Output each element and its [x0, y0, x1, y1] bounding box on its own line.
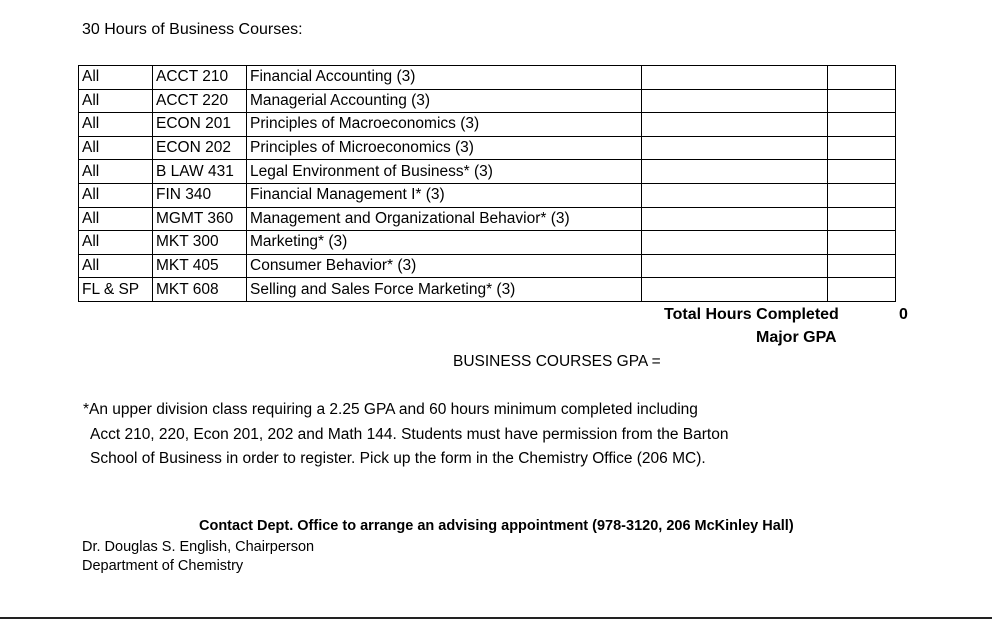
course-term-cell: All — [79, 207, 153, 231]
total-hours-value: 0 — [899, 306, 908, 323]
chairperson-name: Dr. Douglas S. English, Chairperson — [82, 539, 315, 555]
course-hours-cell[interactable] — [828, 136, 896, 160]
course-code-cell: FIN 340 — [153, 183, 247, 207]
course-grade-cell[interactable] — [642, 113, 828, 137]
footnote-line-3: School of Business in order to register. Pick up the form in the Chemistry Office (206 MC). — [90, 450, 706, 467]
course-row — [79, 136, 896, 160]
course-hours-cell[interactable] — [828, 66, 896, 90]
course-row — [79, 278, 896, 302]
major-gpa-label: Major GPA — [756, 329, 837, 346]
course-grade-cell[interactable] — [642, 183, 828, 207]
course-term-cell: All — [79, 160, 153, 184]
course-code-cell: MKT 608 — [153, 278, 247, 302]
course-code-cell: MGMT 360 — [153, 207, 247, 231]
footnote-line-1: *An upper division class requiring a 2.25 GPA and 60 hours minimum completed including — [83, 401, 698, 418]
course-code-cell: ECON 201 — [153, 113, 247, 137]
course-title-cell: Consumer Behavior* (3) — [247, 254, 642, 278]
business-courses-table — [78, 65, 896, 302]
course-grade-cell[interactable] — [642, 136, 828, 160]
course-title-cell: Selling and Sales Force Marketing* (3) — [247, 278, 642, 302]
course-hours-cell[interactable] — [828, 113, 896, 137]
course-row — [79, 231, 896, 255]
department-name: Department of Chemistry — [82, 558, 244, 574]
course-row — [79, 254, 896, 278]
course-term-cell: All — [79, 136, 153, 160]
course-grade-cell[interactable] — [642, 89, 828, 113]
course-row — [79, 183, 896, 207]
course-term-cell: All — [79, 254, 153, 278]
course-term-cell: All — [79, 89, 153, 113]
course-hours-cell[interactable] — [828, 160, 896, 184]
course-grade-cell[interactable] — [642, 66, 828, 90]
course-title-cell: Principles of Microeconomics (3) — [247, 136, 642, 160]
course-code-cell: ECON 202 — [153, 136, 247, 160]
course-title-cell: Management and Organizational Behavior* (3) — [247, 207, 642, 231]
course-title-cell: Principles of Macroeconomics (3) — [247, 113, 642, 137]
course-title-cell: Financial Accounting (3) — [247, 66, 642, 90]
course-code-cell: B LAW 431 — [153, 160, 247, 184]
total-hours-label: Total Hours Completed — [664, 306, 839, 323]
course-code-cell: ACCT 220 — [153, 89, 247, 113]
course-grade-cell[interactable] — [642, 254, 828, 278]
course-term-cell: All — [79, 231, 153, 255]
course-grade-cell[interactable] — [642, 278, 828, 302]
course-title-cell: Financial Management I* (3) — [247, 183, 642, 207]
course-code-cell: ACCT 210 — [153, 66, 247, 90]
course-hours-cell[interactable] — [828, 254, 896, 278]
course-hours-cell[interactable] — [828, 231, 896, 255]
page-bottom-rule — [0, 617, 992, 619]
course-row — [79, 160, 896, 184]
course-grade-cell[interactable] — [642, 160, 828, 184]
course-title-cell: Managerial Accounting (3) — [247, 89, 642, 113]
course-grade-cell[interactable] — [642, 231, 828, 255]
course-grade-cell[interactable] — [642, 207, 828, 231]
course-hours-cell[interactable] — [828, 207, 896, 231]
course-term-cell: All — [79, 113, 153, 137]
contact-office-note: Contact Dept. Office to arrange an advising appointment (978-3120, 206 McKinley Hall) — [199, 518, 794, 534]
course-term-cell: All — [79, 66, 153, 90]
course-code-cell: MKT 405 — [153, 254, 247, 278]
course-table-body — [79, 66, 896, 302]
course-code-cell: MKT 300 — [153, 231, 247, 255]
course-hours-cell[interactable] — [828, 278, 896, 302]
course-row — [79, 89, 896, 113]
course-term-cell: All — [79, 183, 153, 207]
section-heading: 30 Hours of Business Courses: — [82, 21, 303, 38]
course-title-cell: Marketing* (3) — [247, 231, 642, 255]
course-row — [79, 66, 896, 90]
course-hours-cell[interactable] — [828, 89, 896, 113]
course-hours-cell[interactable] — [828, 183, 896, 207]
course-term-cell: FL & SP — [79, 278, 153, 302]
business-courses-gpa-label: BUSINESS COURSES GPA = — [453, 353, 661, 370]
course-title-cell: Legal Environment of Business* (3) — [247, 160, 642, 184]
footnote-line-2: Acct 210, 220, Econ 201, 202 and Math 144. Students must have permission from the Barton — [90, 426, 729, 443]
course-row — [79, 113, 896, 137]
course-row — [79, 207, 896, 231]
